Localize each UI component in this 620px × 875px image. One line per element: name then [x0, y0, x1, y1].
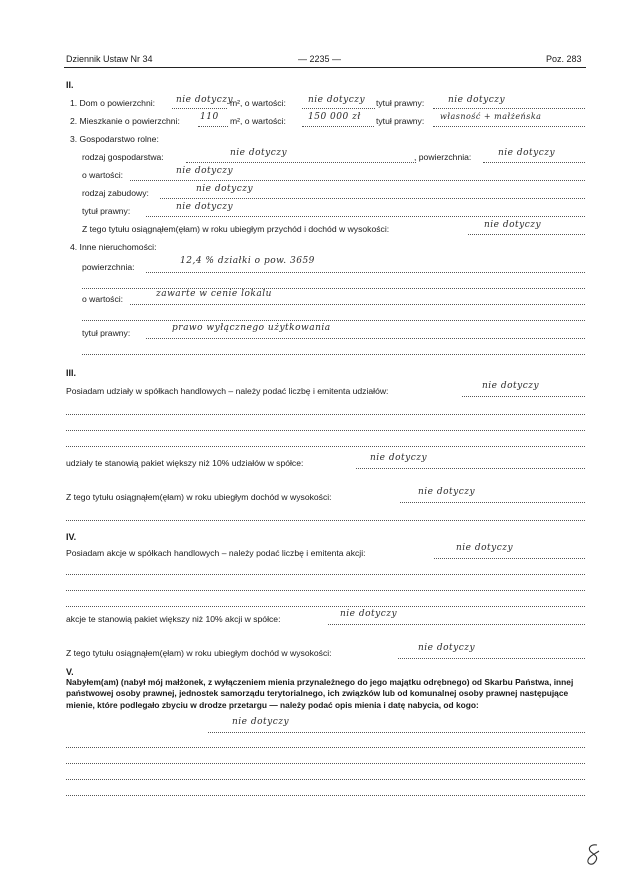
item2-area-handwriting: 110: [200, 112, 219, 122]
item2-title-handwriting: własność + małżeńska: [440, 112, 542, 121]
item4-label: 4. Inne nieruchomości:: [70, 242, 157, 252]
item3-label: 3. Gospodarstwo rolne:: [70, 134, 159, 144]
item4-area-handwriting: 12,4 % działki o pow. 3659: [180, 256, 315, 266]
section-v-label: V.: [66, 667, 74, 677]
item1-title-handwriting: nie dotyczy: [448, 95, 506, 105]
item1-label: 1. Dom o powierzchni:: [70, 98, 156, 108]
shares-income-handwriting: nie dotyczy: [418, 487, 476, 497]
item3-income-handwriting: nie dotyczy: [484, 220, 542, 230]
shares-10pct-handwriting: nie dotyczy: [370, 453, 428, 463]
item4-title-handwriting: prawo wyłącznego użytkowania: [172, 323, 331, 333]
position-number: Poz. 283: [546, 54, 582, 64]
shares-handwriting: nie dotyczy: [482, 381, 540, 391]
stocks-10pct-label: akcje te stanowią pakiet większy niż 10% akcji w spółce:: [66, 614, 281, 624]
handwritten-page-mark: [583, 842, 605, 868]
item3-value-handwriting: nie dotyczy: [176, 166, 234, 176]
section-iii-label: III.: [66, 368, 77, 378]
item4-value-handwriting: zawarte w cenie lokalu: [156, 289, 272, 299]
header-rule: [64, 67, 586, 68]
item2-value-handwriting: 150 000 zł: [308, 112, 361, 122]
section-v-handwriting: nie dotyczy: [232, 717, 290, 727]
item1-value-handwriting: nie dotyczy: [308, 95, 366, 105]
item3-buildings-handwriting: nie dotyczy: [196, 184, 254, 194]
section-iv-label: IV.: [66, 532, 77, 542]
stocks-label: Posiadam akcje w spółkach handlowych – należy podać liczbę i emitenta akcji:: [66, 548, 366, 558]
section-ii-label: II.: [66, 80, 74, 90]
item3-type-handwriting: nie dotyczy: [230, 148, 288, 158]
item1-area-handwriting: nie dotyczy: [176, 95, 234, 105]
item3-income-label: Z tego tytułu osiągnąłem(ęłam) w roku ubiegłym przychód i dochód w wysokości:: [82, 224, 390, 234]
shares-label: Posiadam udziały w spółkach handlowych – należy podać liczbę i emitenta udziałów:: [66, 386, 389, 396]
stocks-income-label: Z tego tytułu osiągnąłem(ęłam) w roku ubiegłym dochód w wysokości:: [66, 648, 332, 658]
shares-10pct-label: udziały te stanowią pakiet większy niż 10% udziałów w spółce:: [66, 458, 304, 468]
stocks-10pct-handwriting: nie dotyczy: [340, 609, 398, 619]
item3-area-handwriting: nie dotyczy: [498, 148, 556, 158]
stocks-handwriting: nie dotyczy: [456, 543, 514, 553]
page-number: — 2235 —: [298, 54, 342, 64]
journal-title: Dziennik Ustaw Nr 34: [66, 54, 153, 64]
item3-title-handwriting: nie dotyczy: [176, 202, 234, 212]
section-v-text: Nabyłem(am) (nabył mój małżonek, z wyłączeniem mienia przynależnego do jego majątku odrębnego) od Skarbu Państwa, innej państwowej osoby prawnej, jednostek samorządu terytorialnego, ich związków lub od komunalnej osoby prawnej następujące mienie, które podlegało zbyciu w drodze przetargu — należy podać opis mienia i datę nabycia, od kogo:: [66, 677, 574, 710]
item2-label: 2. Mieszkanie o powierzchni:: [70, 116, 180, 126]
stocks-income-handwriting: nie dotyczy: [418, 643, 476, 653]
shares-income-label: Z tego tytułu osiągnąłem(ęłam) w roku ubiegłym dochód w wysokości:: [66, 492, 332, 502]
